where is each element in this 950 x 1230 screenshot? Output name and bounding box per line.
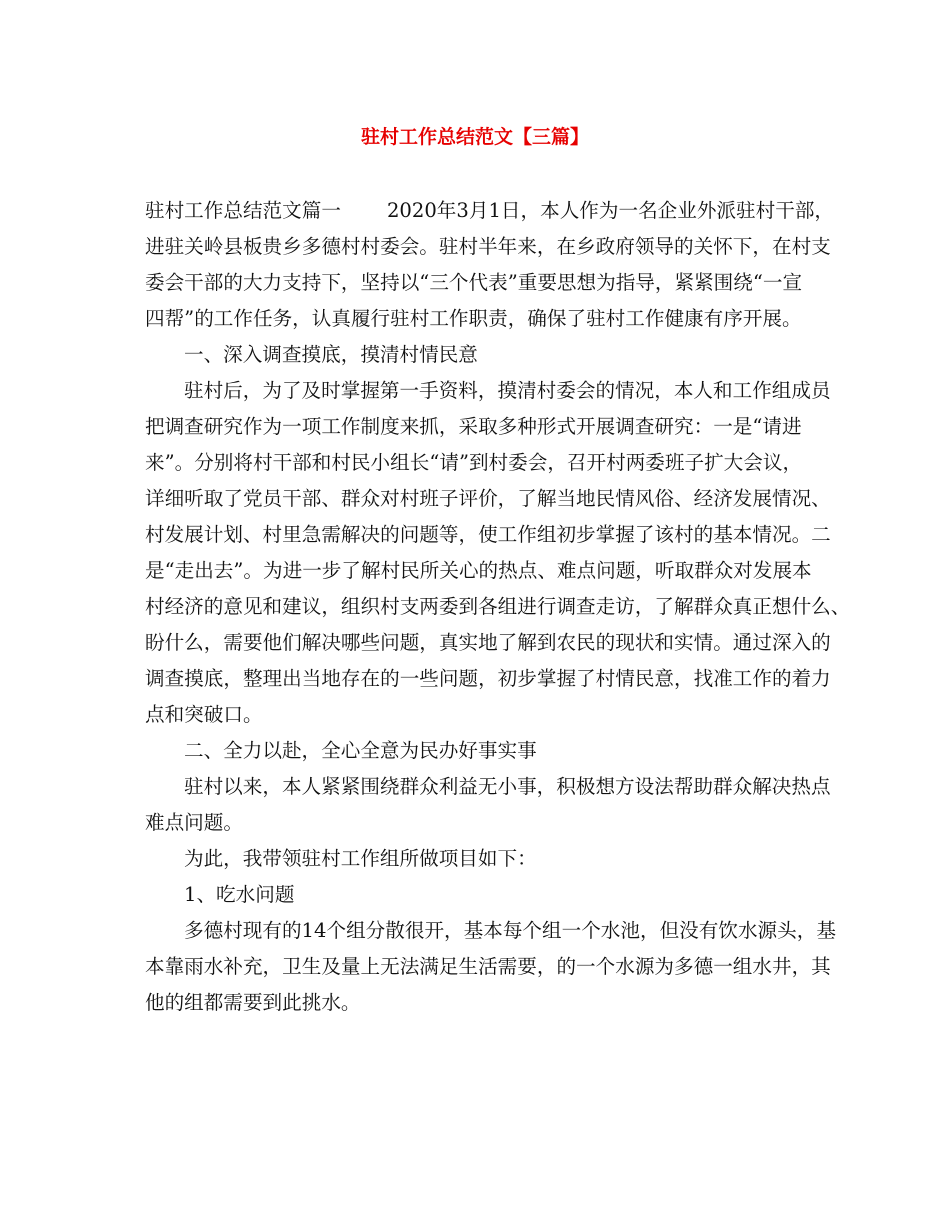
paragraph-line: 盼什么，需要他们解决哪些问题，真实地了解到农民的现状和实情。通过深入的: [145, 631, 831, 654]
paragraph-line: 多德村现有的14个组分散很开，基本每个组一个水池，但没有饮水源头，基: [184, 919, 836, 942]
section-heading-1: 一、深入调查摸底，摸清村情民意: [184, 343, 478, 366]
subsection-heading: 1、吃水问题: [184, 883, 295, 906]
paragraph-line: 村发展计划、村里急需解决的问题等，使工作组初步掌握了该村的基本情况。二: [145, 523, 831, 546]
paragraph-line: 来”。分别将村干部和村民小组长“请”到村委会，召开村两委班子扩大会议，: [145, 451, 803, 474]
paragraph-line-intro: [145, 196, 834, 226]
paragraph-line: 详细听取了党员干部、群众对村班子评价，了解当地民情风俗、经济发展情况、: [145, 487, 831, 510]
paragraph-line: 本靠雨水补充，卫生及量上无法满足生活需要，的一个水源为多德一组水井，其: [145, 955, 831, 978]
paragraph-line: 四帮”的工作任务，认真履行驻村工作职责，确保了驻村工作健康有序开展。: [145, 307, 802, 330]
paragraph-line: 点和突破口。: [145, 703, 263, 726]
paragraph-line: 驻村后，为了及时掌握第一手资料，摸清村委会的情况，本人和工作组成员: [184, 379, 831, 402]
section-heading-2: 二、全力以赴，全心全意为民办好事实事: [184, 739, 537, 762]
paragraph-line: 是“走出去”。为进一步了解村民所关心的热点、难点问题，听取群众对发展本: [145, 559, 812, 582]
paragraph-line: 难点问题。: [145, 811, 243, 834]
paragraph-line: 村经济的意见和建议，组织村支两委到各组进行调查走访，了解群众真正想什么、: [145, 595, 851, 618]
paragraph-line: 进驻关岭县板贵乡多德村村委会。驻村半年来，在乡政府领导的关怀下，在村支: [145, 235, 831, 258]
document-title: 驻村工作总结范文【三篇】: [360, 126, 589, 148]
intro-text: 2020年3月1日，本人作为一名企业外派驻村干部，: [386, 199, 835, 222]
paragraph-line: 把调查研究作为一项工作制度来抓，采取多种形式开展调查研究：一是“请进: [145, 415, 802, 438]
paragraph-line: 他的组都需要到此挑水。: [145, 991, 361, 1014]
paragraph-line: 为此，我带领驻村工作组所做项目如下：: [184, 847, 537, 870]
paragraph-line: 调查摸底，整理出当地存在的一些问题，初步掌握了村情民意，找准工作的着力: [145, 667, 831, 690]
paragraph-line: 委会干部的大力支持下，坚持以“三个代表”重要思想为指导，紧紧围绕“一宣: [145, 271, 803, 294]
intro-label: 驻村工作总结范文篇一: [145, 199, 341, 222]
paragraph-line: 驻村以来，本人紧紧围绕群众利益无小事，积极想方设法帮助群众解决热点: [184, 775, 831, 798]
